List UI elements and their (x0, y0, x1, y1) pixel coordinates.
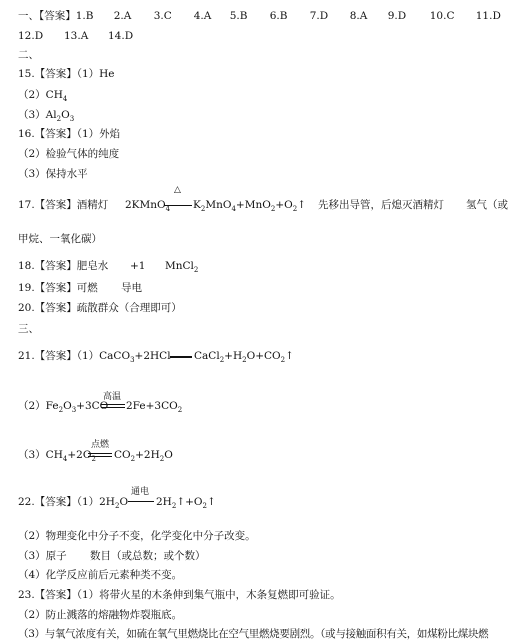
gas-arrow-icon: ↑ (297, 199, 306, 211)
mc-item: 13.A (64, 30, 89, 42)
q21-part2-rhs (126, 399, 182, 417)
subscript: 2 (171, 502, 177, 511)
q22-part1-lhs (18, 495, 128, 513)
subscript: 2 (280, 356, 286, 365)
q21-part2-condition: 高温 (103, 392, 122, 402)
mc-item: 3.C (153, 10, 172, 22)
formula-part: （3）CH (18, 449, 63, 461)
q19-b: 导电 (121, 282, 142, 294)
mc-item: 10.C (429, 10, 455, 22)
subscript: 2 (242, 356, 247, 365)
subscript: 4 (165, 205, 171, 214)
mc-item: 9.D (387, 10, 407, 22)
formula-part: CaCl (194, 350, 220, 362)
formula-part: MnCl (165, 260, 194, 272)
q21-part1-lhs (18, 349, 171, 367)
formula-part: +H (224, 350, 243, 362)
subscript: 2 (159, 455, 165, 464)
reaction-arrow-line (164, 205, 192, 206)
formula-part: K (193, 199, 201, 211)
q22-part4: （4）化学反应前后元素种类不变。 (18, 569, 183, 581)
q15-head: 15.【答案】（1）He (18, 68, 115, 80)
formula-part: 21.【答案】（1）CaCO (18, 350, 131, 362)
subscript: 4 (231, 205, 236, 214)
formula-part: +2HCl (134, 350, 171, 362)
gas-arrow-icon: ↑ (285, 350, 294, 362)
formula-part: （2）Fe (18, 400, 59, 412)
formula-part: O (164, 449, 173, 461)
section-2-heading: 二、 (18, 49, 39, 61)
q15-part3-text: （3）Al (18, 109, 57, 121)
subscript: 4 (62, 455, 68, 464)
q15-part2 (18, 88, 67, 106)
subscript: 4 (62, 95, 68, 104)
q22-part3-a: （3）原子 (18, 550, 67, 562)
formula-part: O+CO (246, 350, 281, 362)
q21-part3-lhs (18, 448, 96, 466)
q21-part1-rhs (194, 349, 294, 367)
q18-valence: +1 (130, 260, 146, 272)
q17-gas: 氢气（或 (466, 199, 508, 211)
mc-item: 6.B (269, 10, 288, 22)
q22-part3-b: 数目（或总数；或个数） (90, 550, 206, 562)
reaction-equals-line (101, 404, 125, 408)
q15-part3 (18, 108, 74, 126)
mc-item: 12.D (18, 30, 44, 42)
mc-item: 5.B (229, 10, 248, 22)
subscript: 2 (56, 115, 62, 124)
subscript: 2 (200, 205, 206, 214)
formula-part: +2H (135, 449, 160, 461)
q17-line2: 甲烷、一氧化碳） (18, 233, 102, 245)
mc-item: 2.A (113, 10, 132, 22)
formula-part: +3CO (76, 400, 109, 412)
subscript: 2 (130, 455, 136, 464)
formula-part: ↑+O (176, 496, 203, 508)
formula-part: +O (275, 199, 293, 211)
mc-lead: 一、【答案】 (18, 10, 76, 22)
subscript: 3 (69, 115, 75, 124)
formula-part: CO (114, 449, 131, 461)
mc-item: 11.D (475, 10, 501, 22)
subscript: 3 (71, 406, 77, 415)
q18-head: 18.【答案】肥皂水 (18, 260, 109, 272)
q16-head: 16.【答案】（1）外焰 (18, 128, 121, 140)
formula-part: O (119, 496, 129, 508)
q18-formula (165, 259, 198, 277)
formula-part: O (63, 400, 72, 412)
q17-products (193, 198, 306, 216)
mc-item: 1.B (75, 10, 94, 22)
q21-part2-lhs (18, 399, 108, 417)
formula-part: 2H (156, 496, 172, 508)
q16-part3: （3）保持水平 (18, 168, 88, 180)
mc-item: 4.A (193, 10, 212, 22)
q20-head: 20.【答案】疏散群众（合理即可） (18, 302, 182, 314)
subscript: 2 (177, 406, 183, 415)
subscript: 2 (202, 502, 207, 511)
heating-condition-icon: △ (174, 185, 181, 195)
q17-reactant (125, 198, 170, 216)
formula-part: 22.【答案】（1）2H (18, 496, 115, 508)
q17-tail: 先移出导管，后熄灭酒精灯 (318, 199, 444, 211)
q17-head: 17.【答案】酒精灯 (18, 199, 109, 211)
formula-part: +MnO (235, 199, 271, 211)
formula-part: +2O (67, 449, 92, 461)
mc-answer-line-2 (18, 29, 133, 43)
formula-part: 2KMnO (125, 199, 166, 211)
formula-part: MnO (205, 199, 232, 211)
section-3-heading: 三、 (18, 323, 39, 335)
q19-head: 19.【答案】可燃 (18, 282, 98, 294)
q23-head: 23.【答案】（1）将带火星的木条伸到集气瓶中，木条复燃即可验证。 (18, 589, 341, 601)
reaction-equals-line (88, 453, 112, 457)
q15-part2-text: （2）CH (18, 89, 63, 101)
mc-item: 14.D (108, 30, 134, 42)
q21-part3-rhs (114, 448, 173, 466)
formula-part: 2Fe+3CO (126, 400, 178, 412)
subscript: 2 (58, 406, 64, 415)
subscript: 3 (130, 356, 135, 365)
q22-part1-condition: 通电 (131, 487, 150, 497)
subscript: 2 (114, 502, 120, 511)
q22-part1-rhs (156, 495, 216, 513)
q23-part2: （2）防止溅落的熔融物炸裂瓶底。 (18, 609, 183, 621)
mc-item: 8.A (349, 10, 368, 22)
formula-part: O (61, 109, 70, 121)
subscript: 2 (91, 455, 96, 464)
subscript: 2 (219, 356, 225, 365)
q22-part2: （2）物理变化中分子不变，化学变化中分子改变。 (18, 530, 256, 542)
subscript: 2 (270, 205, 276, 214)
subscript: 2 (193, 266, 199, 275)
q23-part3: （3）与氧气浓度有关，如硫在氧气里燃烧比在空气里燃烧要剧烈。（或与接触面积有关，如煤粉比煤块燃 (18, 628, 489, 640)
q21-part3-condition: 点燃 (91, 440, 110, 450)
mc-answer-line-1 (18, 9, 501, 23)
q16-part2: （2）检验气体的纯度 (18, 148, 120, 160)
reaction-arrow-line (170, 356, 192, 358)
reaction-arrow-line (128, 501, 154, 502)
mc-item: 7.D (309, 10, 329, 22)
gas-arrow-icon: ↑ (207, 496, 216, 508)
subscript: 2 (292, 205, 298, 214)
